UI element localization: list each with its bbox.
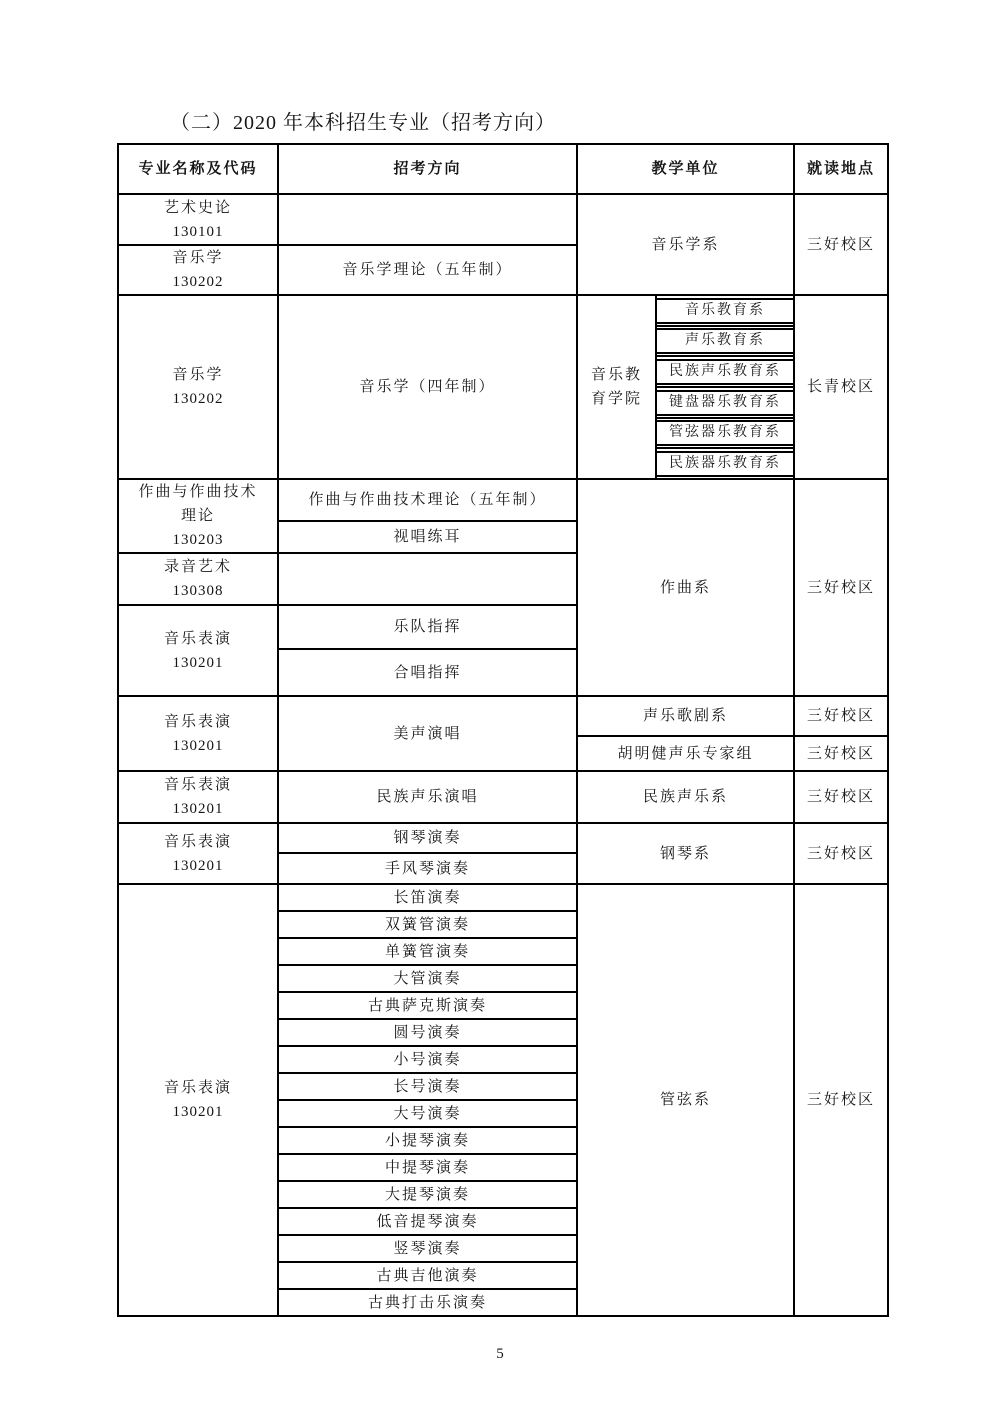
direction-cell: 小提琴演奏 [278, 1127, 577, 1154]
admissions-table [117, 143, 889, 1317]
major-name: 理论 [180, 508, 215, 524]
major-name: 音乐表演 [163, 833, 232, 850]
direction-cell: 长号演奏 [278, 1073, 577, 1100]
major-name: 音乐表演 [163, 713, 232, 730]
major-code: 130201 [172, 857, 224, 874]
campus-cell: 三好校区 [794, 884, 888, 1316]
major-name: 音乐学 [172, 367, 224, 383]
major-cell [118, 479, 278, 553]
major-name: 音乐表演 [163, 1080, 232, 1096]
major-cell [118, 884, 278, 1316]
sub-unit-box: 民族器乐教育系 [657, 451, 793, 477]
direction-cell: 古典萨克斯演奏 [278, 992, 577, 1019]
campus-cell: 三好校区 [794, 696, 888, 736]
unit-cell [577, 295, 656, 479]
table-row [118, 479, 888, 521]
major-cell [118, 194, 278, 245]
direction-cell: 民族声乐演唱 [278, 771, 577, 823]
table-row [118, 696, 888, 736]
header-direction: 招考方向 [278, 144, 577, 194]
major-name: 录音艺术 [163, 559, 232, 575]
direction-cell: 圆号演奏 [278, 1019, 577, 1046]
major-code: 130202 [172, 391, 224, 407]
campus-cell: 三好校区 [794, 194, 888, 295]
sub-unit-box: 民族声乐教育系 [657, 359, 793, 385]
unit-cell: 音乐学系 [577, 194, 794, 295]
direction-cell: 手风琴演奏 [278, 853, 577, 884]
direction-cell: 合唱指挥 [278, 649, 577, 696]
major-code: 130201 [172, 801, 224, 817]
table-header-row [118, 144, 888, 194]
direction-cell: 乐队指挥 [278, 605, 577, 649]
sub-unit-cell [656, 295, 794, 326]
unit-line: 音乐教 [590, 367, 642, 383]
major-name: 音乐表演 [163, 777, 232, 793]
campus-cell: 三好校区 [794, 479, 888, 696]
direction-cell: 视唱练耳 [278, 521, 577, 553]
major-name: 艺术史论 [163, 199, 232, 216]
sub-unit-cell [656, 356, 794, 387]
major-name: 音乐表演 [163, 630, 232, 647]
major-cell [118, 553, 278, 605]
unit-cell: 民族声乐系 [577, 771, 794, 823]
major-code: 130201 [172, 654, 224, 671]
major-cell [118, 696, 278, 771]
direction-cell: 音乐学（四年制） [278, 295, 577, 479]
sub-unit-box: 键盘器乐教育系 [657, 390, 793, 416]
sub-unit-box: 声乐教育系 [657, 328, 793, 354]
sub-unit-box: 音乐教育系 [657, 298, 793, 324]
direction-cell: 双簧管演奏 [278, 911, 577, 938]
major-code: 130201 [172, 737, 224, 754]
campus-cell: 三好校区 [794, 736, 888, 771]
table-row [118, 884, 888, 911]
campus-cell: 三好校区 [794, 771, 888, 823]
major-code: 130201 [172, 1104, 224, 1120]
campus-cell: 长青校区 [794, 295, 888, 479]
header-unit: 教学单位 [577, 144, 794, 194]
sub-unit-cell [656, 326, 794, 356]
major-cell [118, 605, 278, 696]
direction-cell: 美声演唱 [278, 696, 577, 771]
major-code: 130203 [172, 532, 224, 548]
table-row [118, 823, 888, 853]
major-cell [118, 295, 278, 479]
major-cell [118, 245, 278, 295]
direction-cell-empty [278, 553, 577, 605]
direction-cell: 大号演奏 [278, 1100, 577, 1127]
unit-cell: 作曲系 [577, 479, 794, 696]
major-code: 130308 [172, 583, 224, 599]
major-name: 作曲与作曲技术 [138, 484, 258, 500]
table-row [118, 194, 888, 245]
direction-cell: 作曲与作曲技术理论（五年制） [278, 479, 577, 521]
direction-cell: 大管演奏 [278, 965, 577, 992]
major-cell [118, 771, 278, 823]
header-major: 专业名称及代码 [118, 144, 278, 194]
unit-cell: 声乐歌剧系 [577, 696, 794, 736]
direction-cell: 长笛演奏 [278, 884, 577, 911]
unit-cell: 胡明健声乐专家组 [577, 736, 794, 771]
campus-cell: 三好校区 [794, 823, 888, 884]
direction-cell: 竖琴演奏 [278, 1235, 577, 1262]
major-code: 130202 [172, 274, 224, 290]
page-title: （二）2020 年本科招生专业（招考方向） [170, 112, 556, 134]
unit-line: 育学院 [590, 391, 642, 407]
sub-unit-cell [656, 387, 794, 418]
major-code: 130101 [172, 223, 224, 240]
header-location: 就读地点 [794, 144, 888, 194]
direction-cell-empty [278, 194, 577, 245]
direction-cell: 大提琴演奏 [278, 1181, 577, 1208]
table-row [118, 771, 888, 823]
direction-cell: 中提琴演奏 [278, 1154, 577, 1181]
unit-cell: 钢琴系 [577, 823, 794, 884]
major-cell [118, 823, 278, 884]
major-name: 音乐学 [172, 250, 224, 266]
unit-cell: 管弦系 [577, 884, 794, 1316]
page-number: 5 [496, 1346, 504, 1362]
direction-cell: 低音提琴演奏 [278, 1208, 577, 1235]
direction-cell: 古典打击乐演奏 [278, 1289, 577, 1316]
table-row [118, 295, 888, 326]
direction-cell: 音乐学理论（五年制） [278, 245, 577, 295]
sub-unit-cell [656, 418, 794, 448]
sub-unit-cell [656, 448, 794, 479]
direction-cell: 古典吉他演奏 [278, 1262, 577, 1289]
sub-unit-box: 管弦器乐教育系 [657, 420, 793, 446]
direction-cell: 单簧管演奏 [278, 938, 577, 965]
direction-cell: 小号演奏 [278, 1046, 577, 1073]
direction-cell: 钢琴演奏 [278, 823, 577, 853]
